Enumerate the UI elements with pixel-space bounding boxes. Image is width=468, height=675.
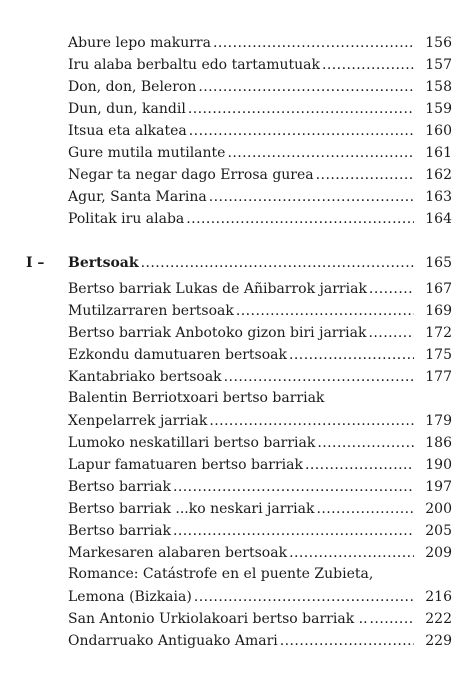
entry-page: 159: [425, 101, 452, 117]
dot-leader: [289, 346, 414, 364]
toc-entry: [68, 298, 452, 320]
entry-title: Gure mutila mutilante: [68, 145, 226, 161]
entry-title: Kantabriako bertsoak: [68, 369, 222, 385]
entry-title: Bertso barriak: [68, 523, 171, 539]
toc-entry: [68, 140, 452, 162]
section-page: 165: [425, 255, 452, 271]
entry-page: 209: [425, 545, 452, 561]
entry-title: Agur, Santa Marina: [68, 189, 207, 205]
dot-leader: [289, 544, 414, 562]
toc-entry: [68, 206, 452, 228]
entry-title: Don, don, Beleron: [68, 79, 197, 95]
entry-title: Markesaren alabaren bertsoak: [68, 545, 288, 561]
toc-entry: [68, 342, 452, 364]
toc-entry: [68, 184, 452, 206]
entry-page: 156: [425, 35, 452, 51]
entry-page: 229: [425, 633, 452, 649]
toc-entry: [68, 408, 452, 430]
entry-page: 157: [425, 57, 452, 73]
toc-entry: [68, 96, 452, 118]
entry-page: 167: [425, 281, 452, 297]
entry-page: 205: [425, 523, 452, 539]
dot-leader: [369, 324, 415, 342]
dot-leader: [209, 188, 414, 206]
entry-page: 163: [425, 189, 452, 205]
entry-title: Iru alaba berbaltu edo tartamutuak: [68, 57, 320, 73]
entry-title: Negar ta negar dago Errosa gurea: [68, 167, 314, 183]
toc-entry: [68, 162, 452, 184]
entry-title: Politak iru alaba: [68, 211, 185, 227]
entry-title: Bertso barriak ...ko neskari jarriak: [68, 501, 315, 517]
dot-leader: [280, 632, 414, 650]
entry-title: Dun, dun, kandil: [68, 101, 186, 117]
section-number: I –: [26, 255, 45, 271]
entry-page: 216: [425, 589, 452, 605]
entry-title: San Antonio Urkiolakoari bertso barriak ..: [68, 611, 368, 627]
dot-leader: [305, 456, 414, 474]
entry-page: 197: [425, 479, 452, 495]
entry-page: 190: [425, 457, 452, 473]
entry-page: 169: [425, 303, 452, 319]
toc-entry: [68, 118, 452, 140]
toc-entry: [68, 540, 452, 562]
dot-leader: [209, 412, 414, 430]
entry-title: Lumoko neskatillari bertso barriak: [68, 435, 316, 451]
entry-page: 162: [425, 167, 452, 183]
entry-page: 164: [425, 211, 452, 227]
toc-entry: [68, 496, 452, 518]
dot-leader: [198, 78, 414, 96]
entry-title: Ezkondu damutuaren bertsoak: [68, 347, 287, 363]
dot-leader: [317, 434, 414, 452]
toc-entry: [68, 518, 452, 540]
dot-leader: [369, 280, 414, 298]
entry-page: 172: [425, 325, 452, 341]
entry-title-line1: Romance: Catástrofe en el puente Zubieta,: [68, 566, 374, 582]
entry-title: Ondarruako Antiguako Amari: [68, 633, 278, 649]
section-title: Bertsoak: [68, 255, 139, 271]
dot-leader: [186, 210, 414, 228]
dot-leader: [188, 100, 414, 118]
toc-entry: [68, 364, 452, 386]
entry-page: 158: [425, 79, 452, 95]
dot-leader: [322, 56, 414, 74]
entry-title-line1: Balentin Berriotxoari bertso barriak: [68, 390, 325, 406]
entry-page: 161: [425, 145, 452, 161]
entry-page: 160: [425, 123, 452, 139]
entry-title: Bertso barriak: [68, 479, 171, 495]
entry-page: 200: [425, 501, 452, 517]
entry-title: Lemona (Bizkaia): [68, 589, 192, 605]
entry-title: Lapur famatuaren bertso barriak: [68, 457, 303, 473]
entry-page: 179: [425, 413, 452, 429]
toc-entry: [68, 474, 452, 496]
toc-entry: [68, 52, 452, 74]
dot-leader: [224, 368, 414, 386]
entry-title: Bertso barriak Lukas de Añibarrok jarriak: [68, 281, 367, 297]
entry-title: Xenpelarrek jarriak: [68, 413, 208, 429]
entry-title: Abure lepo makurra: [68, 35, 211, 51]
dot-leader: [141, 254, 414, 272]
toc-entry: [68, 584, 452, 606]
toc-entry: [68, 430, 452, 452]
toc-entry: [68, 628, 452, 650]
entry-title: Itsua eta alkatea: [68, 123, 187, 139]
entry-title: Bertso barriak Anbotoko gizon biri jarriak: [68, 325, 367, 341]
entry-page: 222: [425, 611, 452, 627]
toc-entry: [68, 276, 452, 298]
toc-entry: [68, 74, 452, 96]
entry-title: Mutilzarraren bertsoak: [68, 303, 234, 319]
entry-page: 186: [425, 435, 452, 451]
dot-leader: [236, 302, 414, 320]
section-heading: [26, 250, 452, 272]
dot-leader: [370, 610, 414, 628]
toc-entry: [68, 606, 452, 628]
dot-leader: [227, 144, 414, 162]
dot-leader: [189, 122, 414, 140]
toc-entry: [68, 452, 452, 474]
dot-leader: [194, 588, 414, 606]
dot-leader: [173, 478, 414, 496]
toc-entry: [68, 30, 452, 52]
dot-leader: [316, 500, 414, 518]
toc-entry: [68, 320, 452, 342]
entry-page: 177: [425, 369, 452, 385]
dot-leader: [213, 34, 414, 52]
dot-leader: [173, 522, 414, 540]
dot-leader: [316, 166, 414, 184]
entry-page: 175: [425, 347, 452, 363]
